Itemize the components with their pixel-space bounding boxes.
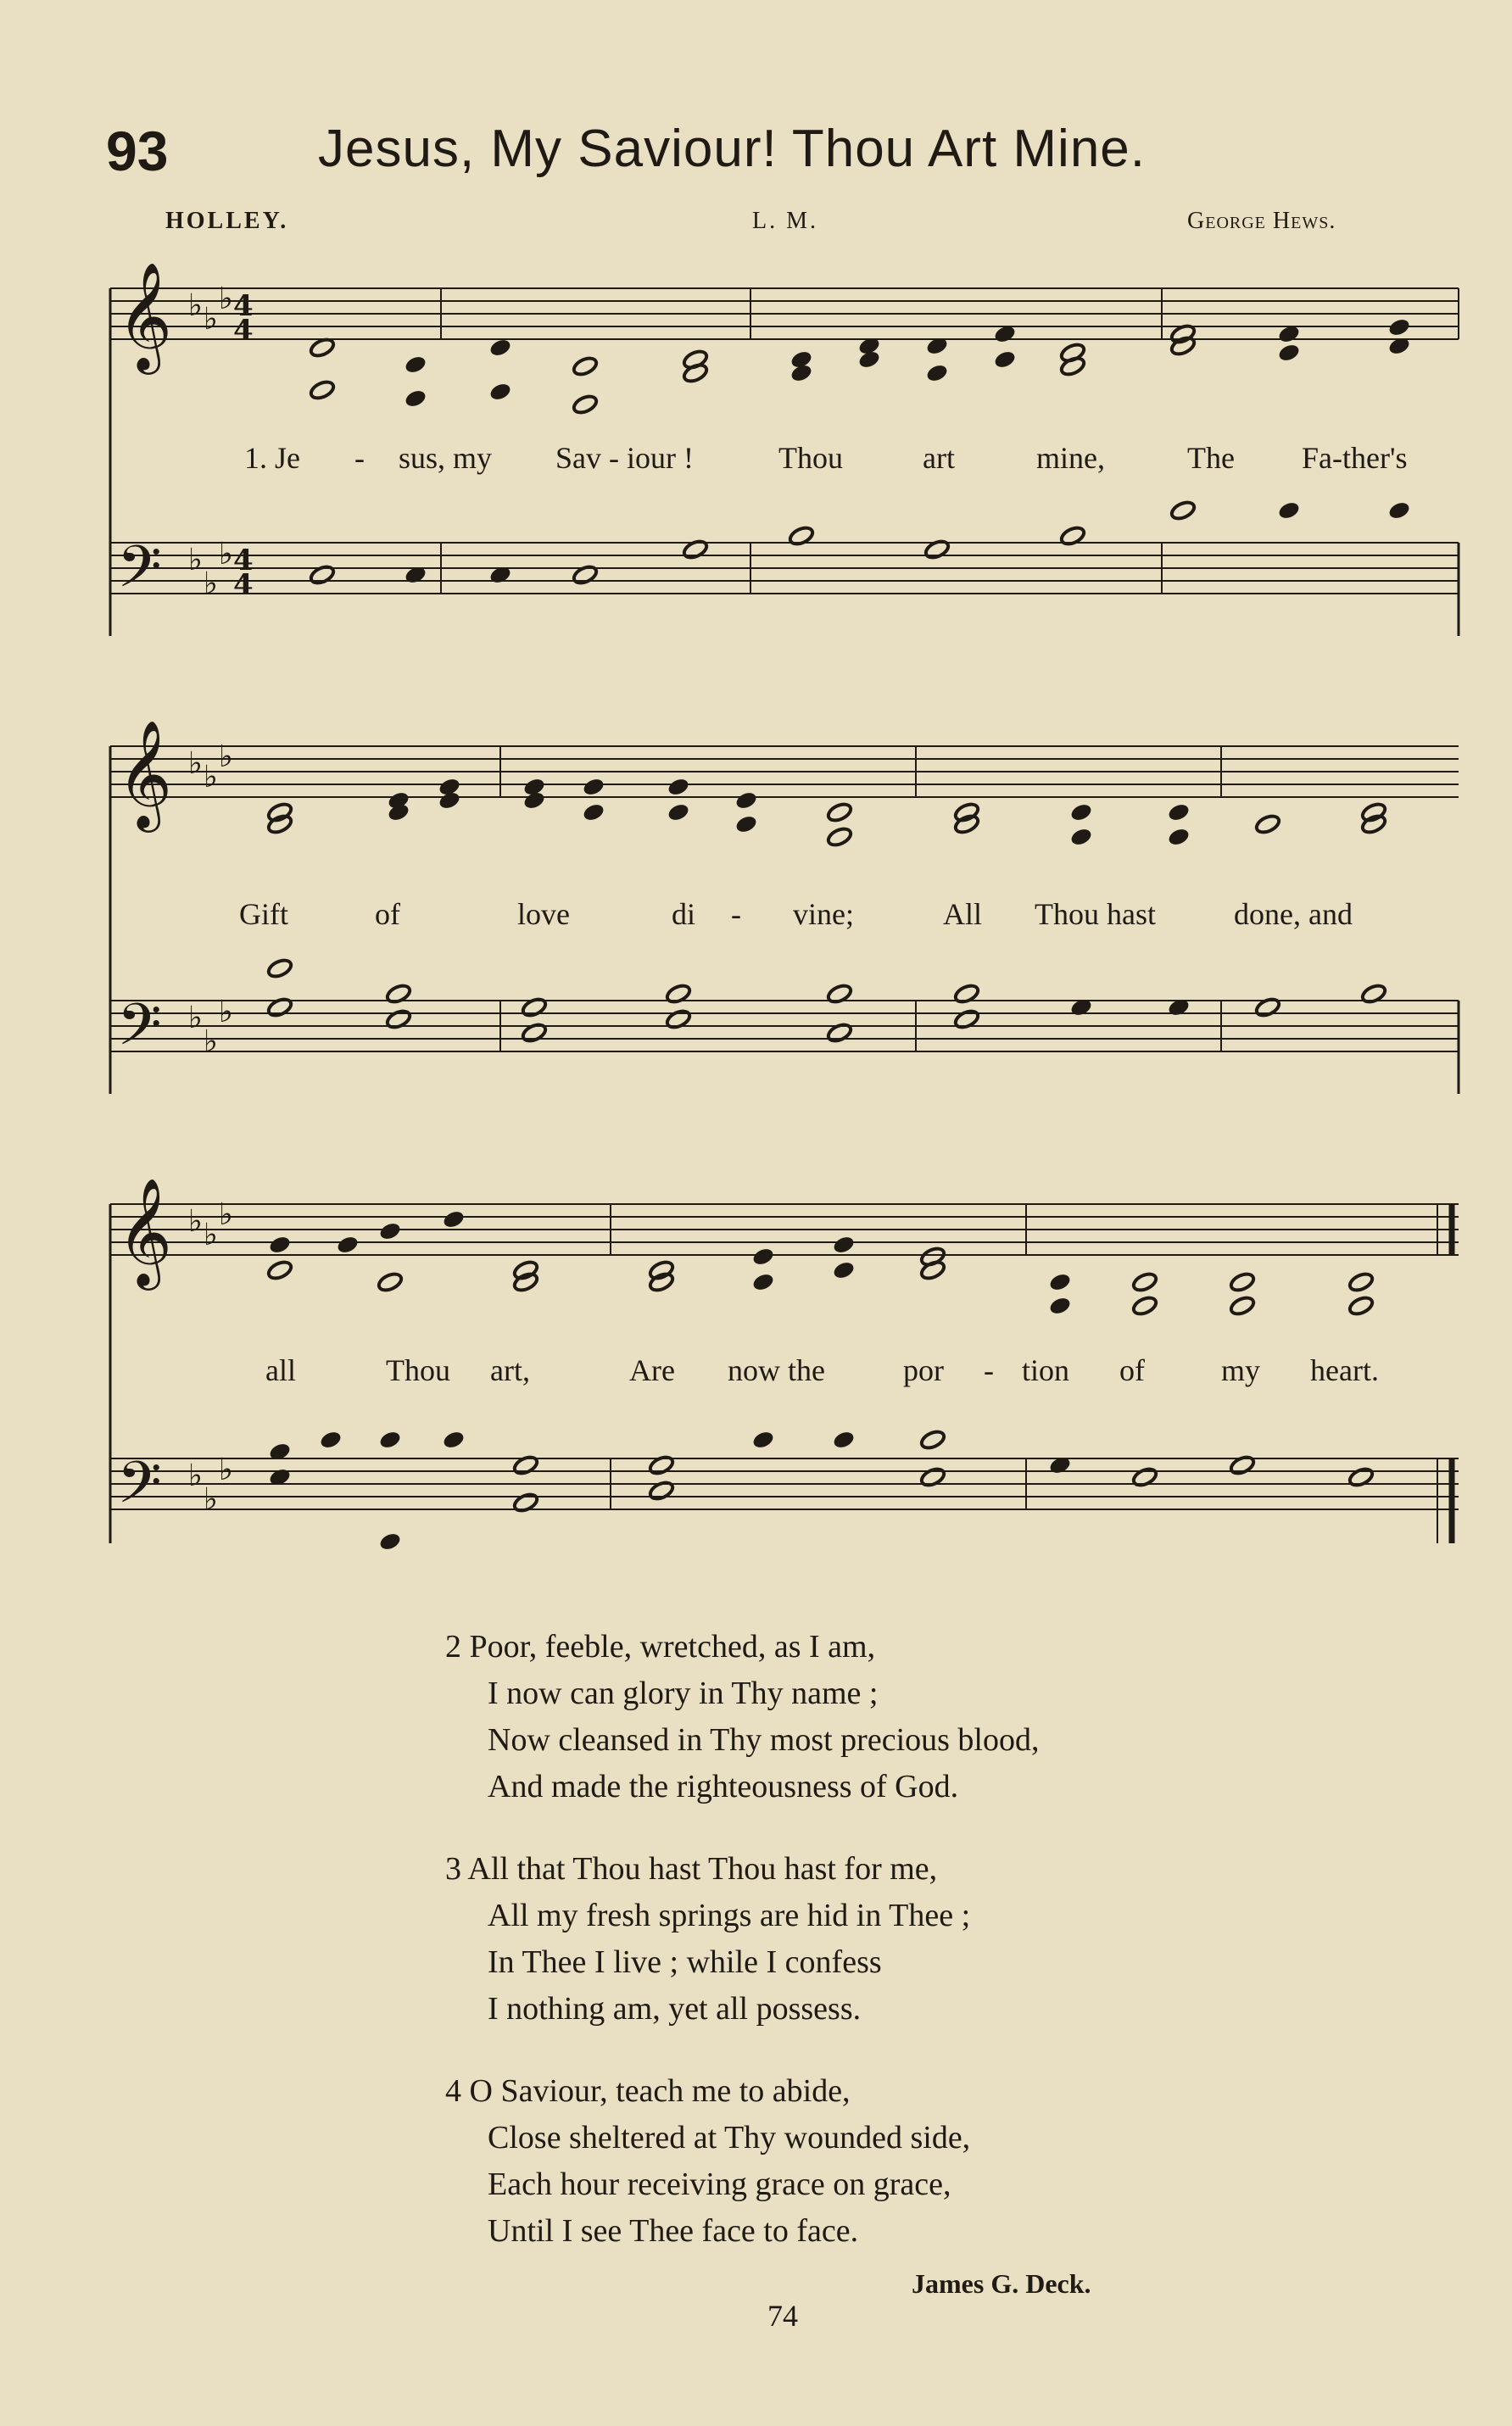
lyric-syllable: Sav - iour ! — [555, 441, 694, 475]
verse-line: And made the righteousness of God. — [488, 1769, 959, 1804]
flat-icon: ♭ — [219, 537, 233, 572]
flat-icon: ♭ — [204, 302, 218, 337]
time-signature-denominator: 4 — [233, 568, 254, 602]
lyric-syllable: sus, my — [399, 441, 493, 475]
flat-icon: ♭ — [188, 543, 203, 577]
verse-4 — [445, 2068, 1293, 2255]
lyric-syllable: art, — [490, 1353, 530, 1387]
lyric-syllable: - — [354, 441, 365, 475]
lyric-syllable: - — [731, 897, 741, 931]
time-signature-denominator: 4 — [233, 314, 254, 348]
verse-line-text: All that Thou hast Thou hast for me, — [467, 1851, 938, 1887]
flat-icon: ♭ — [219, 282, 233, 316]
flat-icon: ♭ — [204, 1024, 218, 1059]
lyric-syllable: tion — [1022, 1353, 1070, 1387]
verse-line — [445, 2068, 1293, 2115]
lyrics-line-1 — [244, 441, 1407, 475]
flat-icon: ♭ — [188, 1458, 203, 1493]
flat-icon: ♭ — [219, 739, 233, 774]
lyric-syllable: All — [943, 897, 983, 931]
verse-line: Close sheltered at Thy wounded side, — [488, 2120, 971, 2156]
bass-staff-2 — [110, 957, 1459, 1094]
verse-line: Until I see Thee face to face. — [488, 2213, 859, 2249]
lyric-syllable: mine, — [1036, 441, 1105, 475]
flat-icon: ♭ — [219, 1197, 233, 1232]
lyric-syllable: vine; — [793, 897, 854, 931]
verse-number: 3 — [445, 1851, 461, 1887]
treble-clef-icon: 𝄞 — [117, 261, 173, 370]
lyric-syllable: 1. Je — [244, 441, 300, 475]
author-credit: James G. Deck. — [912, 2268, 1091, 2299]
flat-icon: ♭ — [219, 1453, 233, 1487]
verses — [445, 1624, 1293, 2290]
composer: George Hews. — [1187, 208, 1336, 234]
treble-clef-icon: 𝄞 — [117, 719, 173, 828]
lyric-syllable: love — [517, 897, 570, 931]
system-2 — [110, 719, 1459, 1094]
lyric-syllable: done, and — [1234, 897, 1353, 931]
flat-icon: ♭ — [204, 1482, 218, 1517]
verse-2 — [445, 1624, 1293, 1810]
flat-icon: ♭ — [188, 288, 203, 323]
verse-line-text: O Saviour, teach me to abide, — [469, 2073, 851, 2109]
bass-staff-3 — [110, 1429, 1459, 1552]
lyric-syllable: di — [672, 897, 696, 931]
flat-icon: ♭ — [204, 760, 218, 795]
lyric-syllable: Thou — [386, 1353, 450, 1387]
verse-line: In Thee I live ; while I confess — [488, 1944, 882, 1980]
lyrics-line-2 — [239, 897, 1353, 931]
lyric-syllable: Thou — [778, 441, 843, 475]
verse-number: 4 — [445, 2073, 461, 2109]
lyric-syllable: Gift — [239, 897, 288, 931]
lyric-syllable: Are — [629, 1353, 675, 1387]
flat-icon: ♭ — [188, 1204, 203, 1239]
page-number: 74 — [767, 2299, 798, 2333]
lyric-syllable: my — [1221, 1353, 1261, 1387]
metre: L. M. — [752, 208, 818, 234]
lyric-syllable: now the — [728, 1353, 825, 1387]
bass-clef-icon: 𝄢 — [117, 534, 162, 615]
hymn-number: 93 — [106, 120, 169, 182]
lyric-syllable: por — [903, 1353, 944, 1387]
lyric-syllable: Thou hast — [1035, 897, 1156, 931]
verse-line: I nothing am, yet all possess. — [488, 1991, 862, 2027]
lyric-syllable: heart. — [1310, 1353, 1379, 1387]
flat-icon: ♭ — [188, 1001, 203, 1035]
flat-icon: ♭ — [204, 566, 218, 601]
time-signature-numerator: 4 — [233, 544, 254, 577]
bass-clef-icon: 𝄢 — [117, 1450, 162, 1531]
lyric-syllable: - — [984, 1353, 994, 1387]
lyric-syllable: The — [1187, 441, 1235, 475]
hymn-title: Jesus, My Saviour! Thou Art Mine. — [318, 120, 1147, 178]
verse-line — [445, 1624, 1293, 1670]
verse-line: All my fresh springs are hid in Thee ; — [488, 1898, 971, 1933]
bass-staff-1 — [110, 499, 1459, 636]
verse-line-text: Poor, feeble, wretched, as I am, — [469, 1629, 876, 1665]
verse-line: Each hour receiving grace on grace, — [488, 2167, 951, 2202]
flat-icon: ♭ — [204, 1218, 218, 1252]
treble-clef-icon: 𝄞 — [117, 1177, 173, 1286]
lyric-syllable: art — [923, 441, 955, 475]
system-1 — [110, 261, 1459, 636]
tune-name: HOLLEY. — [165, 208, 289, 234]
lyric-syllable: of — [1119, 1353, 1145, 1387]
verse-line: Now cleansed in Thy most precious blood, — [488, 1722, 1040, 1758]
verse-3 — [445, 1846, 1293, 2033]
verse-number: 2 — [445, 1629, 461, 1665]
flat-icon: ♭ — [188, 746, 203, 781]
lyric-syllable: of — [375, 897, 400, 931]
lyric-syllable: Fa-ther's — [1302, 441, 1408, 475]
verse-line — [445, 1846, 1293, 1893]
bass-clef-icon: 𝄢 — [117, 992, 162, 1073]
time-signature-numerator: 4 — [233, 289, 254, 323]
system-3 — [110, 1177, 1459, 1552]
lyric-syllable: all — [265, 1353, 296, 1387]
flat-icon: ♭ — [219, 995, 233, 1029]
lyrics-line-3 — [265, 1353, 1379, 1387]
verse-line: I now can glory in Thy name ; — [488, 1676, 879, 1711]
